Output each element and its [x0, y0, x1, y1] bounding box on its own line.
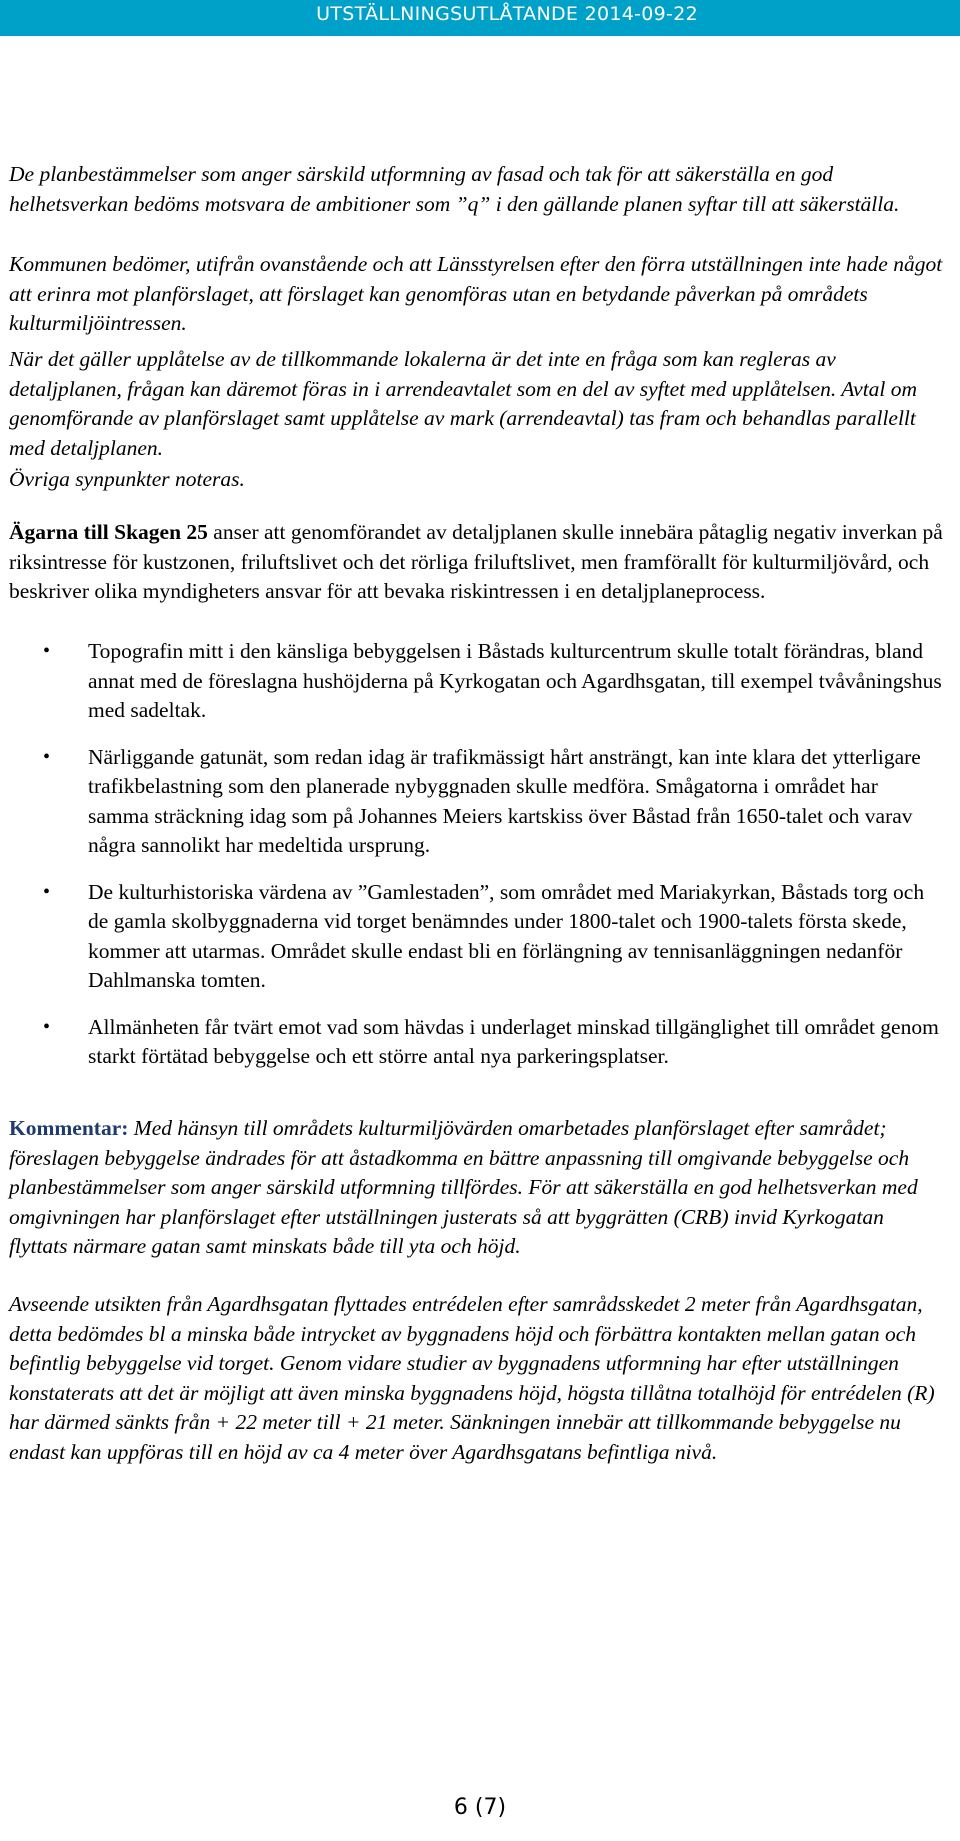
- list-item-text: Allmänheten får tvärt emot vad som hävdas i underlaget minskad tillgänglighet till området genom starkt förtätad bebyggelse och ett större antal nya parkeringsplatser.: [88, 1014, 939, 1068]
- paragraph-agardhsgatan: Avseende utsikten från Agardhsgatan flyttades entrédelen efter samrådsskedet 2 meter från Agardhsgatan, detta bedömdes bl a minska både intrycket av byggnadens höjd och förbättra kontakten mellan gatan och befintlig bebyggelse vid torget. Genom vidare studier av byggnadens utformning har efter utställningen konstaterats att det är möjligt att även minska byggnadens höjd, högsta tillåtna totalhöjd för entrédelen (R) har därmed sänkts från + 22 meter till + 21 meter. Sänkningen innebär att tillkommande bebyggelse nu endast kan uppföras till en höjd av ca 4 meter över Agardhsgatans befintliga nivå.: [9, 1292, 935, 1464]
- paragraph-kommentar: [9, 1114, 944, 1262]
- list-item: [9, 637, 944, 726]
- paragraph-ovriga-synpunkter: Övriga synpunkter noteras.: [9, 467, 245, 491]
- kommentar-text: Med hänsyn till områdets kulturmiljövärden omarbetades planförslaget efter samrådet; föreslagen bebyggelse ändrades för att åstadkomma en bättre anpassning till omgivande bebyggelse och planbestämmelser som anger särskild utformning tillfördes. För att säkerställa en god helhetsverkan med omgivningen har planförslaget efter utställningen justerats så att byggrätten (CRB) invid Kyrkogatan flyttats närmare gatan samt minskats både till yta och höjd.: [9, 1116, 918, 1258]
- list-item: [9, 1013, 944, 1072]
- objection-list: [9, 637, 944, 1072]
- paragraph-agarna-skagen: [9, 518, 944, 607]
- paragraph-planbestammelser: De planbestämmelser som anger särskild utformning av fasad och tak för att säkerställa en god helhetsverkan bedöms motsvara de ambitioner som ”q” i den gällande planen syftar till att säkerställa.: [9, 162, 900, 216]
- header-title: UTSTÄLLNINGSUTLÅTANDE 2014-09-22: [316, 3, 698, 25]
- page-footer: [0, 1795, 960, 1820]
- bullet-icon: •: [43, 640, 51, 662]
- bullet-icon: •: [43, 880, 51, 903]
- page-number: 6 (7): [453, 1795, 507, 1820]
- list-item-text: Topografin mitt i den känsliga bebyggelsen i Båstads kulturcentrum skulle totalt förändras, bland annat med de föreslagna hushöjderna på Kyrkogatan och Agardhsgatan, till exempel tvåvåningshus med sadeltak.: [88, 639, 942, 722]
- bullet-icon: •: [43, 1015, 51, 1038]
- paragraph-kommunen-bedomer: Kommunen bedömer, utifrån ovanstående och att Länsstyrelsen efter den förra utställningen inte hade något att erinra mot planförslaget, att förslaget kan genomföras utan en betydande påverkan på områdets kulturmiljöintressen.: [9, 252, 943, 335]
- paragraph-upplatelse: När det gäller upplåtelse av de tillkommande lokalerna är det inte en fråga som kan regleras av detaljplanen, frågan kan däremot föras in i arrendeavtalet som en del av syftet med upplåtelsen. Avtal om genomförande av planförslaget samt upplåtelse av mark (arrendeavtal) tas fram och behandlas parallellt med detaljplanen.: [9, 347, 918, 460]
- bullet-icon: •: [43, 745, 51, 768]
- kommentar-label: Kommentar:: [9, 1116, 129, 1140]
- skagen-owner-text: anser att genomförandet av detaljplanen skulle innebära påtaglig negativ inverkan på riksintresse för kustzonen, friluftslivet och det rörliga friluftslivet, men framförallt för kulturmiljövård, och beskriver olika myndigheters ansvar för att bevaka riskintressen i en detaljplaneprocess.: [9, 520, 943, 603]
- page-header-band: [0, 0, 960, 36]
- list-item-text: Närliggande gatunät, som redan idag är trafikmässigt hårt ansträngt, kan inte klara det ytterligare trafikbelastning som den planerade nybyggnaden skulle medföra. Smågatorna i området har samma sträckning idag som på Johannes Meiers kartskiss över Båstad från 1650-talet och varav några sannolikt har medeltida ursprung.: [88, 744, 921, 857]
- skagen-owner-label: Ägarna till Skagen 25: [9, 520, 208, 544]
- list-item: [9, 878, 944, 996]
- list-item-text: De kulturhistoriska värdena av ”Gamlestaden”, som området med Mariakyrkan, Båstads torg och de gamla skolbyggnaderna vid torget benämndes under 1800-talet och 1900-talets första skede, kommer att utarmas. Området skulle endast bli en förlängning av tennisanläggningen nedanför Dahlmanska tomten.: [88, 879, 925, 992]
- list-item: [9, 743, 944, 861]
